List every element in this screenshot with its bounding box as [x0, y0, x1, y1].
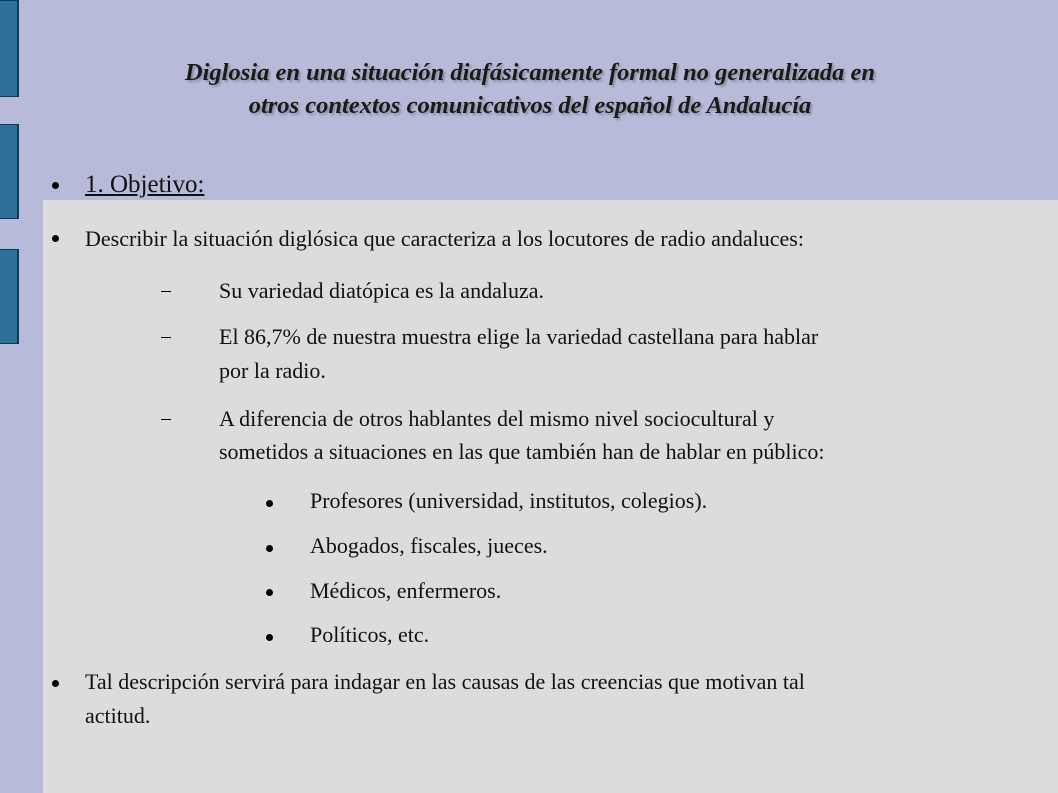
describe-text: Describir la situación diglósica que caracteriza a los locutores de radio andaluces: [85, 226, 804, 251]
decorative-bar [0, 249, 19, 344]
bullet-icon [52, 182, 59, 189]
dash-icon [161, 291, 171, 292]
profession-item: Abogados, fiscales, jueces. [310, 533, 548, 558]
decorative-bar [0, 124, 19, 219]
sub-item-text: sometidos a situaciones en las que también han de hablar en público: [219, 439, 825, 464]
dash-icon [161, 419, 171, 420]
sub-item-text: Su variedad diatópica es la andaluza. [219, 278, 544, 303]
bullet-icon [266, 545, 273, 552]
profession-item: Políticos, etc. [310, 622, 430, 647]
conclusion-text: actitud. [85, 703, 151, 728]
bullet-icon [266, 634, 273, 641]
slide-title [50, 56, 1010, 122]
bullet-icon [52, 235, 59, 242]
bullet-icon [52, 680, 59, 687]
bullet-icon [266, 589, 273, 596]
bullet-icon [266, 500, 273, 507]
title-line: Diglosia en una situación diafásicamente formal no generalizada en [184, 59, 876, 86]
sub-item-text: por la radio. [219, 358, 326, 383]
left-band [0, 0, 43, 793]
objective-heading: 1. Objetivo: [85, 171, 205, 198]
dash-icon [161, 337, 171, 338]
profession-item: Médicos, enfermeros. [310, 578, 502, 603]
title-line: otros contextos comunicativos del español de Andalucía [248, 92, 812, 119]
sub-item-text: El 86,7% de nuestra muestra elige la variedad castellana para hablar [219, 324, 819, 349]
profession-item: Profesores (universidad, institutos, colegios). [310, 488, 708, 513]
conclusion-text: Tal descripción servirá para indagar en las causas de las creencias que motivan tal [85, 669, 805, 694]
decorative-bar [0, 0, 19, 97]
sub-item-text: A diferencia de otros hablantes del mismo nivel sociocultural y [219, 406, 775, 431]
